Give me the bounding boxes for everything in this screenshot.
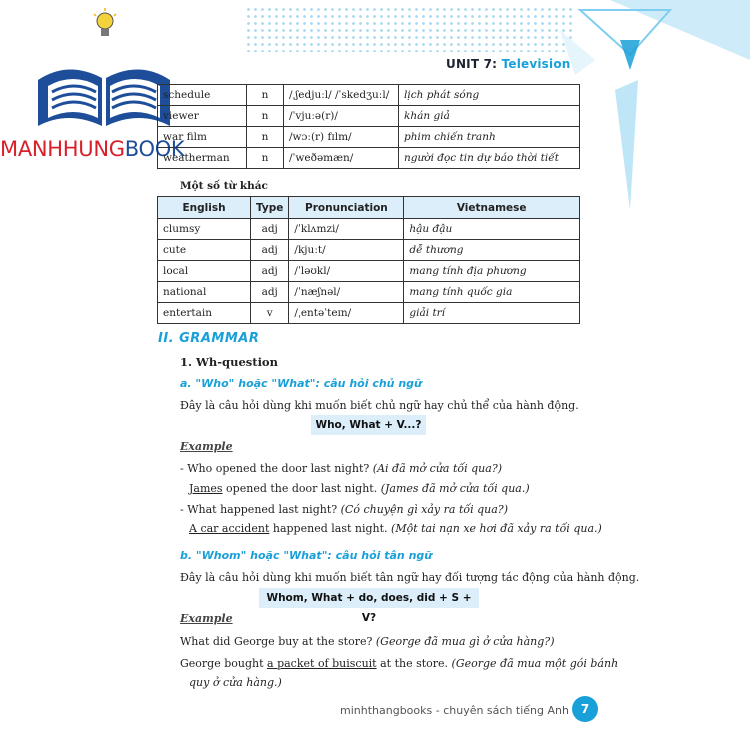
table-cell: khán giả: [399, 106, 580, 127]
table-cell: n: [247, 148, 284, 169]
table-cell: schedule: [158, 85, 247, 106]
part-b-example-answer-vi-1: (George đã mua một gói bánh: [451, 657, 619, 670]
other-words-heading: Một số từ khác: [180, 180, 268, 192]
table-cell: n: [247, 85, 284, 106]
part-b-example-question: [180, 635, 555, 648]
table-cell: /ˈvjuːə(r)/: [284, 106, 399, 127]
table-cell: mang tính quốc gia: [404, 282, 580, 303]
table-cell: /ˈləʊkl/: [289, 261, 404, 282]
table-cell: adj: [251, 261, 289, 282]
section-title-grammar: II. GRAMMAR: [158, 331, 260, 346]
brand-name-part2: BOOK: [124, 137, 185, 161]
table-cell: phim chiến tranh: [399, 127, 580, 148]
table-row: [158, 282, 580, 303]
column-header-english: English: [158, 197, 251, 219]
table-header-row: [158, 197, 580, 219]
part-b-formula: Whom, What + do, does, did + S + V?: [259, 588, 479, 608]
example-1-question-vi: (Ai đã mở cửa tối qua?): [372, 462, 503, 475]
table-row: [158, 303, 580, 324]
lightbulb-icon: [92, 8, 118, 42]
part-b-example-question-en: What did George buy at the store?: [180, 635, 373, 648]
footer-text: minhthangbooks - chuyên sách tiếng Anh: [340, 704, 569, 717]
part-a-example-label: Example: [180, 440, 233, 453]
part-a-description: Đây là câu hỏi dùng khi muốn biết chủ ngữ hay chủ thể của hành động.: [180, 399, 579, 412]
example-2-answer: [189, 522, 602, 535]
table-row: [158, 240, 580, 261]
table-cell: giải trí: [404, 303, 580, 324]
table-cell: v: [251, 303, 289, 324]
example-1-answer-vi: (James đã mở cửa tối qua.): [380, 482, 530, 495]
table-cell: adj: [251, 282, 289, 303]
table-row: [158, 106, 580, 127]
example-1-answer-rest: opened the door last night.: [222, 482, 378, 495]
brand-name-part1: MANHHUNG: [0, 137, 125, 161]
table-cell: người đọc tin dự báo thời tiết: [399, 148, 580, 169]
part-b-description: Đây là câu hỏi dùng khi muốn biết tân ngữ hay đối tượng tác động của hành động.: [180, 571, 640, 584]
table-cell: /ˈnæʃnəl/: [289, 282, 404, 303]
column-header-type: Type: [251, 197, 289, 219]
example-2-question-en: - What happened last night?: [180, 503, 338, 516]
example-2-answer-rest: happened last night.: [269, 522, 388, 535]
table-cell: local: [158, 261, 251, 282]
part-b-example-answer-start: George bought: [180, 657, 268, 670]
table-cell: /ˈklʌmzi/: [289, 219, 404, 240]
part-b-example-answer-rest: at the store.: [376, 657, 449, 670]
table-cell: adj: [251, 219, 289, 240]
column-header-vietnamese: Vietnamese: [404, 197, 580, 219]
table-cell: clumsy: [158, 219, 251, 240]
grammar-topic: 1. Wh-question: [180, 355, 278, 369]
table-row: [158, 127, 580, 148]
table-cell: war film: [158, 127, 247, 148]
example-2-answer-vi: (Một tai nạn xe hơi đã xảy ra tối qua.): [391, 522, 602, 535]
unit-title: [446, 57, 571, 71]
part-b-example-answer-object: a packet of buiscuit: [267, 657, 377, 670]
example-1-question: [180, 462, 502, 475]
part-b-example-answer: [180, 657, 618, 670]
table-row: [158, 261, 580, 282]
part-b-example-answer-vi-2: quy ở cửa hàng.): [189, 676, 282, 689]
table-cell: n: [247, 106, 284, 127]
table-row: [158, 148, 580, 169]
unit-label: UNIT 7:: [446, 57, 498, 71]
table-cell: viewer: [158, 106, 247, 127]
vocabulary-table-continued: [157, 84, 580, 169]
example-2-question: [180, 503, 508, 516]
table-cell: /wɔː(r) fɪlm/: [284, 127, 399, 148]
part-b-example-question-vi: (George đã mua gì ở cửa hàng?): [375, 635, 555, 648]
column-header-pronunciation: Pronunciation: [289, 197, 404, 219]
table-cell: hậu đậu: [404, 219, 580, 240]
example-2-answer-subject: A car accident: [189, 522, 270, 535]
table-cell: lịch phát sóng: [399, 85, 580, 106]
table-cell: adj: [251, 240, 289, 261]
example-1-answer: [189, 482, 530, 495]
example-2-question-vi: (Có chuyện gì xảy ra tối qua?): [340, 503, 508, 516]
vocabulary-table-other-words: [157, 196, 580, 324]
example-1-answer-subject: James: [189, 482, 223, 495]
part-a-title: a. "Who" hoặc "What": câu hỏi chủ ngữ: [180, 377, 422, 390]
part-b-title: b. "Whom" hoặc "What": câu hỏi tân ngữ: [180, 549, 433, 562]
table-row: [158, 85, 580, 106]
table-cell: national: [158, 282, 251, 303]
unit-topic: Television: [501, 57, 571, 71]
table-cell: /kjuːt/: [289, 240, 404, 261]
part-b-example-label: Example: [180, 612, 233, 625]
table-cell: /ˌentəˈteɪn/: [289, 303, 404, 324]
table-cell: entertain: [158, 303, 251, 324]
table-cell: weatherman: [158, 148, 247, 169]
table-cell: mang tính địa phương: [404, 261, 580, 282]
part-a-formula: Who, What + V...?: [311, 415, 426, 435]
table-cell: n: [247, 127, 284, 148]
table-cell: /ˌʃedjuːl/ /ˈskedʒuːl/: [284, 85, 399, 106]
page-number: 7: [572, 696, 598, 722]
table-cell: cute: [158, 240, 251, 261]
table-cell: /ˈweðəmæn/: [284, 148, 399, 169]
table-cell: dễ thương: [404, 240, 580, 261]
example-1-question-en: - Who opened the door last night?: [180, 462, 370, 475]
table-row: [158, 219, 580, 240]
